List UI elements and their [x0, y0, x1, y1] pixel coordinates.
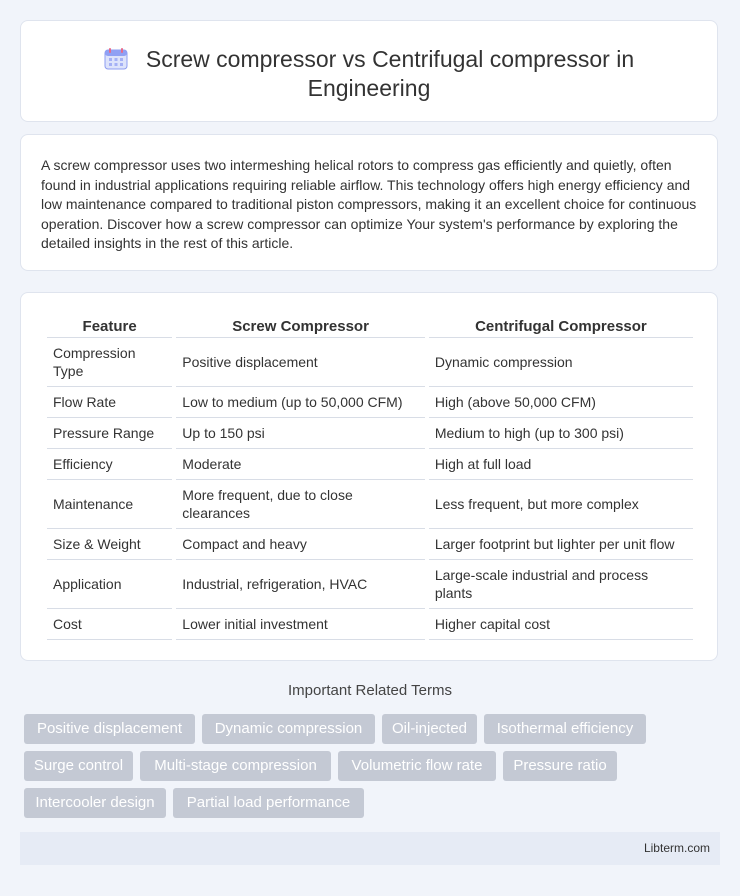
term-tag-partial-load-performance[interactable]: Partial load performance	[173, 788, 364, 818]
feature-cell: Maintenance	[47, 480, 172, 529]
table-row	[47, 609, 693, 640]
screw-cell: More frequent, due to close clearances	[176, 480, 425, 529]
intro-card	[20, 134, 718, 271]
feature-cell: Efficiency	[47, 449, 172, 480]
screw-cell: Low to medium (up to 50,000 CFM)	[176, 387, 425, 418]
comparison-card	[20, 292, 718, 661]
centrifugal-cell: High at full load	[429, 449, 693, 480]
screw-cell: Compact and heavy	[176, 529, 425, 560]
feature-cell: Cost	[47, 609, 172, 640]
term-tag-positive-displacement[interactable]: Positive displacement	[24, 714, 195, 744]
calendar-icon	[104, 48, 128, 70]
centrifugal-cell: Medium to high (up to 300 psi)	[429, 418, 693, 449]
page-title	[21, 45, 717, 103]
term-tag-pressure-ratio[interactable]: Pressure ratio	[503, 751, 617, 781]
header-screw: Screw Compressor	[176, 315, 425, 338]
term-tag-dynamic-compression[interactable]: Dynamic compression	[202, 714, 375, 744]
comparison-table	[43, 315, 697, 640]
intro-paragraph: A screw compressor uses two intermeshing helical rotors to compress gas efficiently and quietly, often found in industrial applications requiring reliable airflow. This technology offers high energy efficiency and low maintenance compared to traditional piston compressors, making it an excellent choice for continuous operation. Discover how a screw compressor can optimize Your system's performance by exploring the detailed insights in the rest of this article.	[41, 157, 697, 252]
screw-cell: Industrial, refrigeration, HVAC	[176, 560, 425, 609]
footer-brand-link[interactable]: Libterm.com	[643, 841, 710, 855]
centrifugal-cell: High (above 50,000 CFM)	[429, 387, 693, 418]
table-row	[47, 338, 693, 387]
table-row	[47, 418, 693, 449]
feature-cell: Size & Weight	[47, 529, 172, 560]
feature-cell: Pressure Range	[47, 418, 172, 449]
table-row	[47, 529, 693, 560]
title-line-1: Screw compressor vs Centrifugal compressor in	[145, 46, 635, 72]
term-tag-isothermal-efficiency[interactable]: Isothermal efficiency	[484, 714, 646, 744]
feature-cell: Flow Rate	[47, 387, 172, 418]
footer	[20, 832, 720, 865]
feature-cell: Compression Type	[47, 338, 172, 387]
centrifugal-cell: Large-scale industrial and process plants	[429, 560, 693, 609]
feature-cell: Application	[47, 560, 172, 609]
screw-cell: Lower initial investment	[176, 609, 425, 640]
term-tag-surge-control[interactable]: Surge control	[24, 751, 133, 781]
header-centrifugal: Centrifugal Compressor	[429, 315, 693, 338]
centrifugal-cell: Dynamic compression	[429, 338, 693, 387]
term-tag-intercooler-design[interactable]: Intercooler design	[24, 788, 166, 818]
table-row	[47, 560, 693, 609]
term-tag-multi-stage-compression[interactable]: Multi-stage compression	[140, 751, 331, 781]
table-row	[47, 449, 693, 480]
title-line-2: Engineering	[307, 75, 431, 101]
table-row	[47, 387, 693, 418]
screw-cell: Positive displacement	[176, 338, 425, 387]
table-row	[47, 480, 693, 529]
screw-cell: Up to 150 psi	[176, 418, 425, 449]
term-tag-volumetric-flow-rate[interactable]: Volumetric flow rate	[338, 751, 496, 781]
table-header-row	[47, 315, 693, 338]
related-terms-title: Important Related Terms	[288, 682, 452, 699]
centrifugal-cell: Larger footprint but lighter per unit flow	[429, 529, 693, 560]
title-card	[20, 20, 718, 122]
screw-cell: Moderate	[176, 449, 425, 480]
centrifugal-cell: Higher capital cost	[429, 609, 693, 640]
header-feature: Feature	[47, 315, 172, 338]
term-tag-oil-injected[interactable]: Oil-injected	[382, 714, 477, 744]
centrifugal-cell: Less frequent, but more complex	[429, 480, 693, 529]
